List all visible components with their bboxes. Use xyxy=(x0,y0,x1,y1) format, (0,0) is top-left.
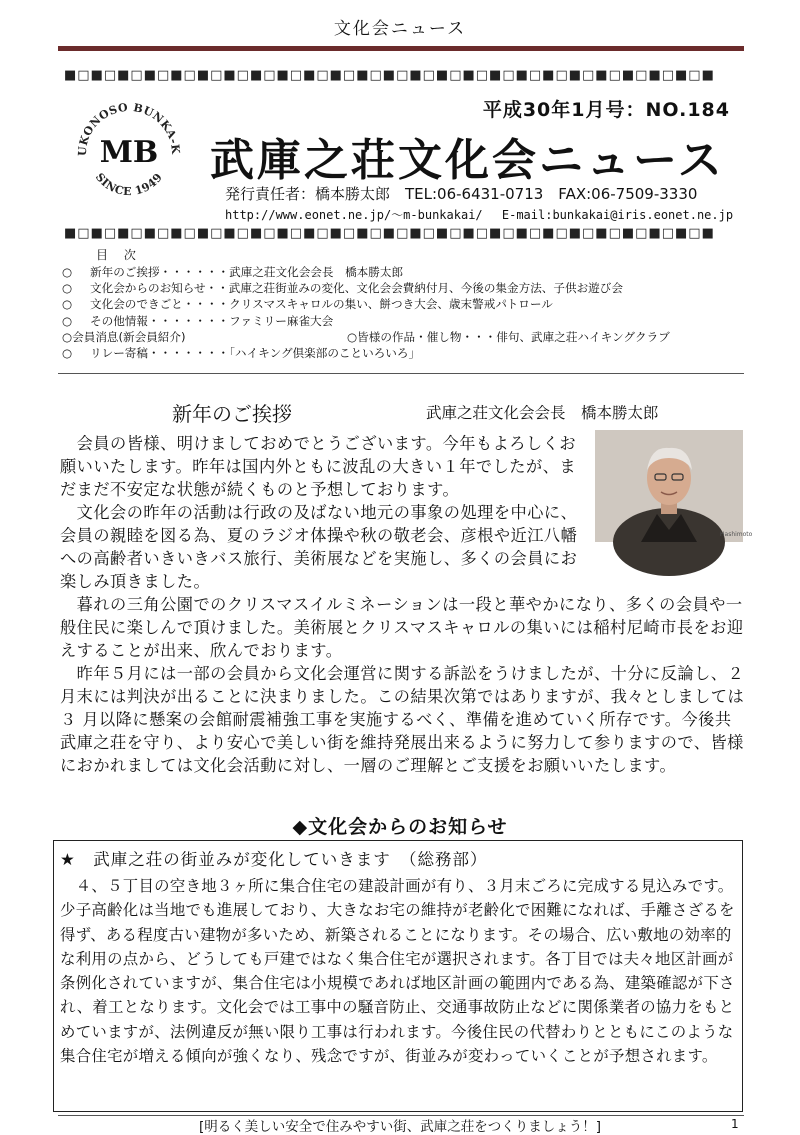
newsletter-title: 武庫之荘文化会ニュース xyxy=(210,135,725,186)
pattern-row-top: ■□■□■□■□■□■□■□■□■□■□■□■□■□■□■□■□■□■□■□■□■□■□■□■□■ xyxy=(64,68,715,83)
chairman-photo xyxy=(595,430,753,542)
toc-heading: 目 次 xyxy=(96,248,142,262)
page-number: 1 xyxy=(731,1117,739,1131)
toc-item: ○ 文化会からのお知らせ・・武庫之荘街並みの変化、文化会会費納付月、今後の集金方法、子供お遊び会 xyxy=(62,281,623,296)
toc-item: ○ 文化会のできごと・・・・クリスマスキャロルの集い、餅つき大会、歳末警戒パトロール xyxy=(62,297,553,312)
greeting-text-top xyxy=(60,432,587,593)
notice-subheading: ★ 武庫之荘の街並みが変化していきます （総務部） xyxy=(60,850,488,869)
toc-item: ○ リレー寄稿・・・・・・・「ハイキング倶楽部のこといろいろ」 xyxy=(62,346,421,361)
notice-paragraph: ４、５丁目の空き地３ヶ所に集合住宅の建設計画が有り、３月末ごろに完成する見込みです。少子高齢化は当地でも進展しており、大きなお宅の維持が老齢化で困難になれば、手離さざるを得ず、ある程度古い建物が多いため、新築されることになります。その場合、広い敷地の効率的な利用の点から、どうしても戸建ではなく集合住宅が選択されます。各丁目では夫々地区計画が条例化されていますが、集合住宅は小規模であれば地区計画の範囲内である為、建築確認が下され、着工となります。文化会では工事中の騒音防止、交通事故防止などに関係業者の協力をもとめていますが、法例違反が無い限り工事は行われます。今後住民の代替わりとともにこのような集合住宅が増える傾向が強くなり、残念ですが、街並みが変わっていくことが予想されます。 xyxy=(60,877,735,1066)
running-head: 文化会ニュース xyxy=(333,19,467,39)
greeting-paragraph: 文化会の昨年の活動は行政の及ばない地元の事象の処理を中心に、会員の親睦を図る為、夏のラジオ体操や秋の敬老会、彦根や近江八幡への高齢者いきいきバス旅行、美術展などを実施し、多くの会員にお楽しみ頂きました。 xyxy=(60,503,578,591)
greeting-paragraph: 会員の皆様、明けましておめでとうございます。今年もよろしくお願いいたします。昨年は国内外ともに波乱の大きい１年でしたが、まだまだ不安定な状態が続くものと予想しております。 xyxy=(60,434,577,499)
email-link[interactable]: E-mail:bunkakai@iris.eonet.ne.jp xyxy=(501,208,734,222)
footer-slogan: [明るく美しい安全で住みやすい街、武庫之荘をつくりましょう！] xyxy=(198,1119,602,1135)
table-of-contents xyxy=(62,264,670,361)
notice-heading: ◆文化会からのお知らせ xyxy=(292,816,508,838)
toc-item: ○ その他情報・・・・・・・ファミリー麻雀大会 xyxy=(62,313,334,328)
issue-number: 平成30年1月号：NO.184 xyxy=(482,99,730,121)
svg-text:SINCE 1949 xyxy=(93,171,165,199)
publisher-line: 発行責任者：橋本勝太郎 TEL:06-6431-0713 FAX:06-7509-3330 xyxy=(225,185,698,203)
greeting-paragraph: 暮れの三角公園でのクリスマスイルミネーションは一段と華やかになり、多くの会員や一般住民に楽しんで頂けました。美術展とクリスマスキャロルの集いには稲村尼崎市長をお迎えすることが出来、欣んでおります。 xyxy=(60,595,744,660)
seal-initials: MB xyxy=(99,135,159,170)
seal-top-text: UKONOSO BUNKA-K xyxy=(75,100,183,157)
greeting-text-bottom xyxy=(60,593,748,777)
website-link[interactable]: http://www.eonet.ne.jp/～m-bunkakai/ xyxy=(225,208,483,222)
contact-line xyxy=(225,206,733,223)
notice-text xyxy=(60,874,740,1068)
logo-seal xyxy=(70,92,188,210)
greeting-heading: 新年のご挨拶 xyxy=(172,402,292,426)
toc-item: ○会員消息(新会員紹介) ○皆様の作品・催し物・・・俳句、武庫之荘ハイキングクラブ xyxy=(62,329,670,344)
seal-bottom-text: SINCE 1949 xyxy=(92,170,166,199)
greeting-paragraph: 昨年５月には一部の会員から文化会運営に関する訴訟をうけましたが、十分に反論し、２月末には判決が出ることに決まりました。この結果次第ではありますが、我々としましては ３ 月以降に懸案の会館耐震補強工事を実施するべく、準備を進めていく所存です。今後共武庫之荘を守り、より安心で美しい街を維持発展出来るように努力して参りますので、皆様におかれましては文化会活動に対し、一層のご理解とご支援をお願いいたします。 xyxy=(60,664,745,775)
greeting-author: 武庫之荘文化会会長 橋本勝太郎 xyxy=(426,404,659,422)
photo-caption: Hashimoto xyxy=(720,531,753,538)
header-rule xyxy=(58,46,744,51)
toc-divider xyxy=(58,373,744,374)
toc-item: ○ 新年のご挨拶・・・・・・武庫之荘文化会会長 橋本勝太郎 xyxy=(62,265,404,279)
pattern-row-bottom: ■□■□■□■□■□■□■□■□■□■□■□■□■□■□■□■□■□■□■□■□■□■□■□■□■ xyxy=(64,226,715,241)
